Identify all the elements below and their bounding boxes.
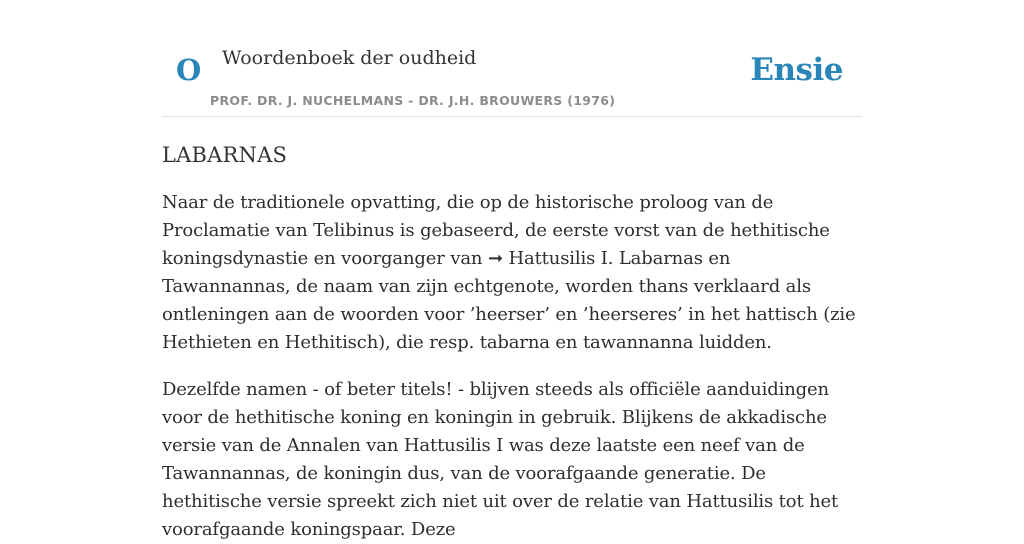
entry-content [162, 138, 862, 544]
ensie-logo-link[interactable]: Ensie [750, 52, 843, 88]
paragraph-text: . Labarnas en Tawannannas, de naam van zijn echtgenote, worden thans verklaard als ontleningen aan de woorden voor ’heerser’ en ’heerseres’ in het hattisch (zie Hethieten en Hethitisch), die resp. tabarna en tawannanna luidden. [162, 248, 856, 353]
cross-reference-link-hattusilis[interactable]: ➞ Hattusilis I [487, 248, 608, 269]
dictionary-authors: PROF. DR. J. NUCHELMANS - DR. J.H. BROUWERS (1976) [210, 93, 616, 108]
dictionary-title[interactable]: Woordenboek der oudheid [222, 47, 477, 69]
entry-title: LABARNAS [162, 143, 288, 167]
entry-paragraph-2: Dezelfde namen - of beter titels! - blijven steeds als officiële aanduidingen voor de hethitische koning en koningin in gebruik. Blijkens de akkadische versie van de Annalen van Hattusilis I was deze laatste een neef van de Tawannannas, de koningin dus, van de voorafgaande generatie. De hethitische versie spreekt zich niet uit over de relatie van Hattusilis tot het voorafgaande koningspaar. Deze [162, 379, 839, 540]
dictionary-header [162, 0, 862, 117]
entry-paragraph-1 [162, 189, 862, 357]
letter-index-link[interactable]: O [176, 53, 202, 87]
paragraph-text: Naar de traditionele opvatting, die op de historische proloog van de Proclamatie van Telibinus is gebaseerd, de eerste vorst van de hethitische koningsdynastie en voorganger van [162, 192, 830, 269]
